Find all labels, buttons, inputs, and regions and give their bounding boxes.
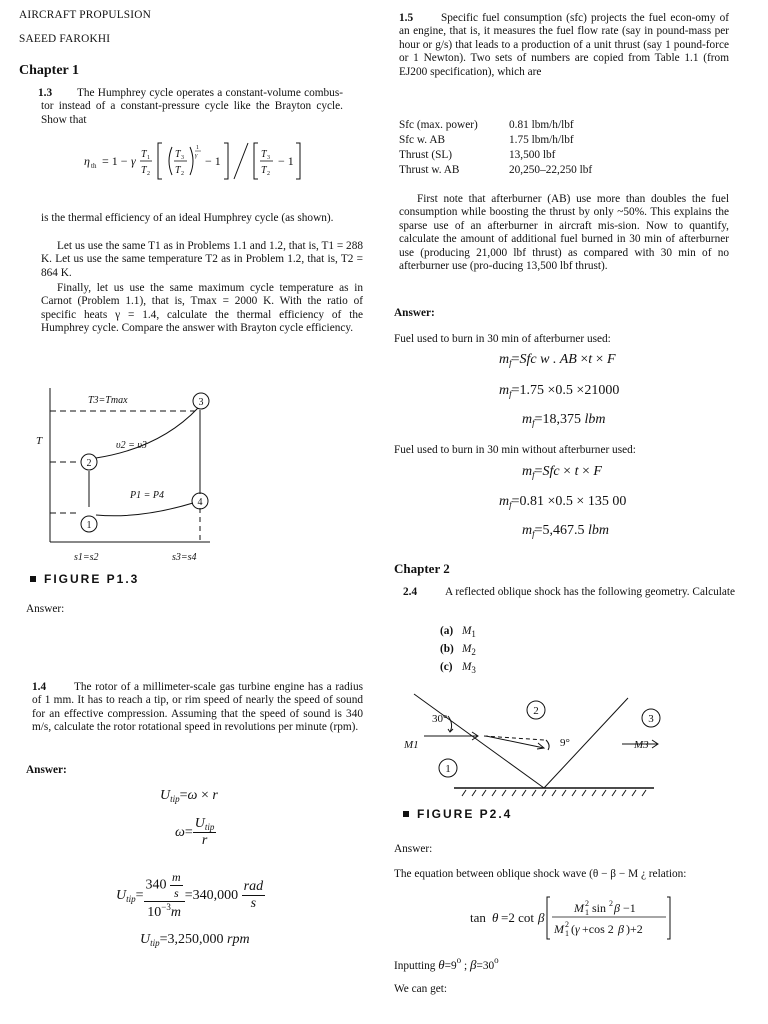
svg-text:2: 2: [267, 171, 270, 177]
equation-utip-omega-r: $U_{tip}=\omega \times r$: [160, 788, 218, 804]
chapter2-heading: Chapter 2: [394, 561, 450, 576]
svg-text:)+2: )+2: [626, 922, 643, 936]
sfc-table-row: [399, 133, 592, 148]
problem-1-5-statement: [399, 12, 729, 79]
angle-30-label: 30°: [432, 713, 448, 725]
problem-part: [440, 624, 476, 642]
sfc-table-row: [399, 148, 592, 163]
svg-text:th: th: [91, 162, 97, 170]
svg-text:2: 2: [565, 920, 569, 929]
region-2-label: 2: [533, 705, 539, 717]
equation-utip-value: $U_{tip}=$ 340 $\frac{m}{s}$ $10^{-3}m$ =340,000 $\frac{\text{rad}}{s}$: [116, 870, 264, 920]
afterburner-intro: Fuel used to burn in 30 min of afterburner used:: [394, 333, 611, 345]
problem-2-4-parts: [440, 624, 476, 678]
problem-1-3-text: The Humphrey cycle operates a constant-volume combus-tor instead of a constant-pressure cycle like the Brayton cycle. Show that: [41, 87, 343, 126]
answer-1-5-label: Answer:: [394, 307, 435, 319]
problem-1-5-para: First note that afterburner (AB) use more than doubles the fuel consumption while boosting the thrust by only ~50%. This explains the sparse use of an afterburner in aircraft mis-sion. Now to quantify, calculate the amount of additional fuel burned in 30 min of afterburner use (producing 21,000 lbf thrust) as compared with 30 min of no afterburner use (pro-ducing 13,500 lbf thrust).: [399, 193, 729, 273]
svg-text:=2 cot: =2 cot: [501, 910, 534, 925]
region-1-label: 1: [445, 763, 451, 775]
sfc-table-key: Sfc (max. power): [399, 119, 478, 131]
state-1-label: 1: [86, 520, 92, 531]
svg-text:sin: sin: [592, 901, 607, 915]
problem-part-value: $M_1$: [462, 625, 476, 639]
svg-text:T: T: [141, 149, 147, 160]
svg-text:1: 1: [585, 908, 589, 917]
figure-p2-4-shock-diagram: [396, 692, 692, 802]
svg-text:T: T: [175, 165, 181, 176]
problem-1-5-number: 1.5: [399, 12, 414, 24]
svg-text:M: M: [574, 901, 584, 915]
svg-text:3: 3: [181, 155, 184, 161]
ab-equation-3: $m_f=18,375$ lbm: [522, 412, 606, 428]
ab-equation-1: $m_f=Sfc$ w . AB ×t × F: [499, 352, 616, 368]
course-title: AIRCRAFT PROPULSION: [19, 9, 151, 21]
svg-text:2: 2: [609, 899, 613, 908]
svg-text:+cos 2: +cos 2: [582, 922, 614, 936]
noab-equation-1: $m_f=Sfc \times t \times F$: [522, 464, 602, 480]
sfc-table-value: 13,500 lbf: [509, 149, 556, 161]
svg-text:−1: −1: [623, 901, 636, 915]
svg-text:1: 1: [147, 155, 150, 161]
state-3-label: 3: [198, 397, 204, 408]
sfc-table-row: [399, 163, 592, 178]
problem-part: [440, 642, 476, 660]
svg-text:1: 1: [565, 929, 569, 938]
svg-text:γ: γ: [195, 153, 198, 159]
theta-beta-mach-equation: [470, 893, 680, 943]
inputting-values: Inputting $\theta=9^o$ ; $\beta=30^o$: [394, 955, 499, 972]
region-3-label: 3: [648, 713, 654, 725]
sfc-table-row: [399, 118, 592, 133]
problem-1-3-para1: is the thermal efficiency of an ideal Humphrey cycle (as shown).: [41, 212, 334, 224]
equation-omega: ω= $\frac{U_{tip}}{r}$: [175, 816, 215, 848]
m1-label: M1: [404, 739, 419, 751]
oblique-shock-relation-text: The equation between oblique shock wave (θ − β − M ¿ relation:: [394, 868, 687, 880]
sfc-table-key: Sfc w. AB: [399, 134, 446, 146]
problem-part-label: (b): [440, 643, 454, 655]
axis-t-label: T: [36, 435, 43, 447]
sfc-table-value: 20,250–22,250 lbf: [509, 164, 593, 176]
constant-pressure-label: P1 = P4: [130, 490, 164, 501]
svg-text:T: T: [261, 165, 267, 176]
problem-1-4-statement: [32, 681, 363, 735]
problem-1-3-number: 1.3: [38, 87, 53, 99]
sfc-table-value: 0.81 lbm/h/lbf: [509, 119, 574, 131]
sfc-thrust-table: [399, 118, 592, 178]
problem-1-3-para2: Let us use the same T1 as in Problems 1.1 and 1.2, that is, T1 = 288 K. Let us use the same temperature T2 as in Problem 1.2, that is, T2 = 864 K.: [41, 240, 363, 279]
caption-bullet: [30, 576, 36, 582]
no-afterburner-intro: Fuel used to burn in 30 min without afterburner used:: [394, 444, 636, 456]
humphrey-equation-graphic: [84, 139, 324, 183]
svg-text:M: M: [554, 922, 564, 936]
problem-1-4-number: 1.4: [32, 681, 47, 693]
humphrey-efficiency-equation: [84, 139, 324, 183]
svg-text:2: 2: [147, 171, 150, 177]
problem-1-3-statement: [38, 87, 343, 127]
noab-equation-3: $m_f=5,467.5$ lbm: [522, 523, 610, 539]
problem-part: [440, 660, 476, 678]
problem-part-value: $M_3$: [462, 661, 476, 675]
problem-2-4-text: A reflected oblique shock has the following geometry. Calculate: [445, 586, 736, 598]
svg-text:T: T: [175, 149, 181, 160]
sfc-table-key: Thrust (SL): [399, 149, 453, 161]
equation-utip-rpm: $U_{tip}=3,250,000$ rpm: [140, 932, 250, 948]
svg-text:tan: tan: [470, 910, 486, 925]
sfc-table-value: 1.75 lbm/h/lbf: [509, 134, 574, 146]
constant-volume-label: υ2 = υ3: [116, 440, 147, 451]
svg-text:2: 2: [585, 899, 589, 908]
noab-equation-2: $m_f=0.81 \times 0.5 \times 135$ 00: [499, 494, 627, 510]
svg-text:T: T: [261, 149, 267, 160]
svg-text:γ: γ: [575, 922, 580, 936]
problem-part-label: (a): [440, 625, 454, 637]
tmax-label: T3=Tmax: [88, 395, 128, 406]
svg-text:2: 2: [181, 171, 184, 177]
svg-text:1: 1: [196, 145, 199, 151]
svg-text:γ: γ: [131, 154, 136, 168]
problem-part-label: (c): [440, 661, 453, 673]
problem-2-4-statement: [403, 586, 739, 599]
we-can-get-text: We can get:: [394, 983, 448, 995]
s1-s2-label: s1=s2: [74, 552, 99, 563]
problem-1-5-text: Specific fuel consumption (sfc) projects the fuel econ-omy of an engine, that is, it measures the fuel flow rate (say in pound-mass per hour or g/s) that leads to a production of a unit thrust (say 1 pound-force or 1 Newton). Two sets of numbers are copied from Table 1.1 (from EJ200 specification), which are: [399, 12, 729, 78]
caption-bullet: [403, 811, 409, 817]
figure-p2-4-caption-text: FIGURE P2.4: [417, 807, 513, 821]
svg-text:β: β: [618, 922, 624, 936]
figure-p1-3-caption: [30, 572, 139, 586]
answer-1-4-label: Answer:: [26, 764, 67, 776]
author-name: SAEED FAROKHI: [19, 33, 111, 45]
svg-text:− 1: − 1: [278, 154, 294, 168]
answer-1-3-label: Answer:: [26, 603, 65, 615]
m3-label: M3: [634, 739, 649, 751]
svg-text:= 1 −: = 1 −: [102, 154, 128, 168]
problem-1-3-para3: Finally, let us use the same maximum cycle temperature as in Carnot (Problem 1.1), that is, Tmax = 2000 K. With the ratio of specific heats γ = 1.4, calculate the thermal efficiency of the Humphrey cycle. Compare the answer with Brayton cycle efficiency.: [41, 282, 363, 335]
state-2-label: 2: [86, 458, 92, 469]
chapter1-heading: Chapter 1: [19, 63, 80, 78]
ab-equation-2: $m_f=1.75 \times 0.5 \times 21000$: [499, 383, 620, 399]
svg-text:− 1: − 1: [205, 154, 221, 168]
problem-1-4-text: The rotor of a millimeter-scale gas turbine engine has a radius of 1 mm. It has to reach a tip, or rim speed of nearly the speed of sound for an effective compression. Assuming that the speed of sound is 340 m/s, calculate the rotor rotational speed in revolutions per minute (rpm).: [32, 681, 363, 734]
figure-p1-3-caption-text: FIGURE P1.3: [44, 572, 140, 586]
sfc-table-key: Thrust w. AB: [399, 164, 460, 176]
figure-p2-4-caption: [403, 807, 512, 821]
s3-s4-label: s3=s4: [172, 552, 197, 563]
answer-2-4-label: Answer:: [394, 843, 433, 855]
svg-text:3: 3: [267, 155, 270, 161]
problem-2-4-number: 2.4: [403, 586, 418, 598]
svg-text:β: β: [538, 910, 545, 925]
figure-p1-3-ts-diagram: [30, 382, 270, 570]
angle-9-label: 9°: [560, 737, 570, 749]
state-4-label: 4: [197, 497, 203, 508]
svg-text:θ: θ: [492, 910, 499, 925]
problem-part-value: $M_2$: [462, 643, 476, 657]
svg-text:T: T: [141, 165, 147, 176]
svg-text:(: (: [571, 922, 575, 936]
svg-text:β: β: [614, 901, 620, 915]
svg-text:η: η: [84, 154, 90, 168]
